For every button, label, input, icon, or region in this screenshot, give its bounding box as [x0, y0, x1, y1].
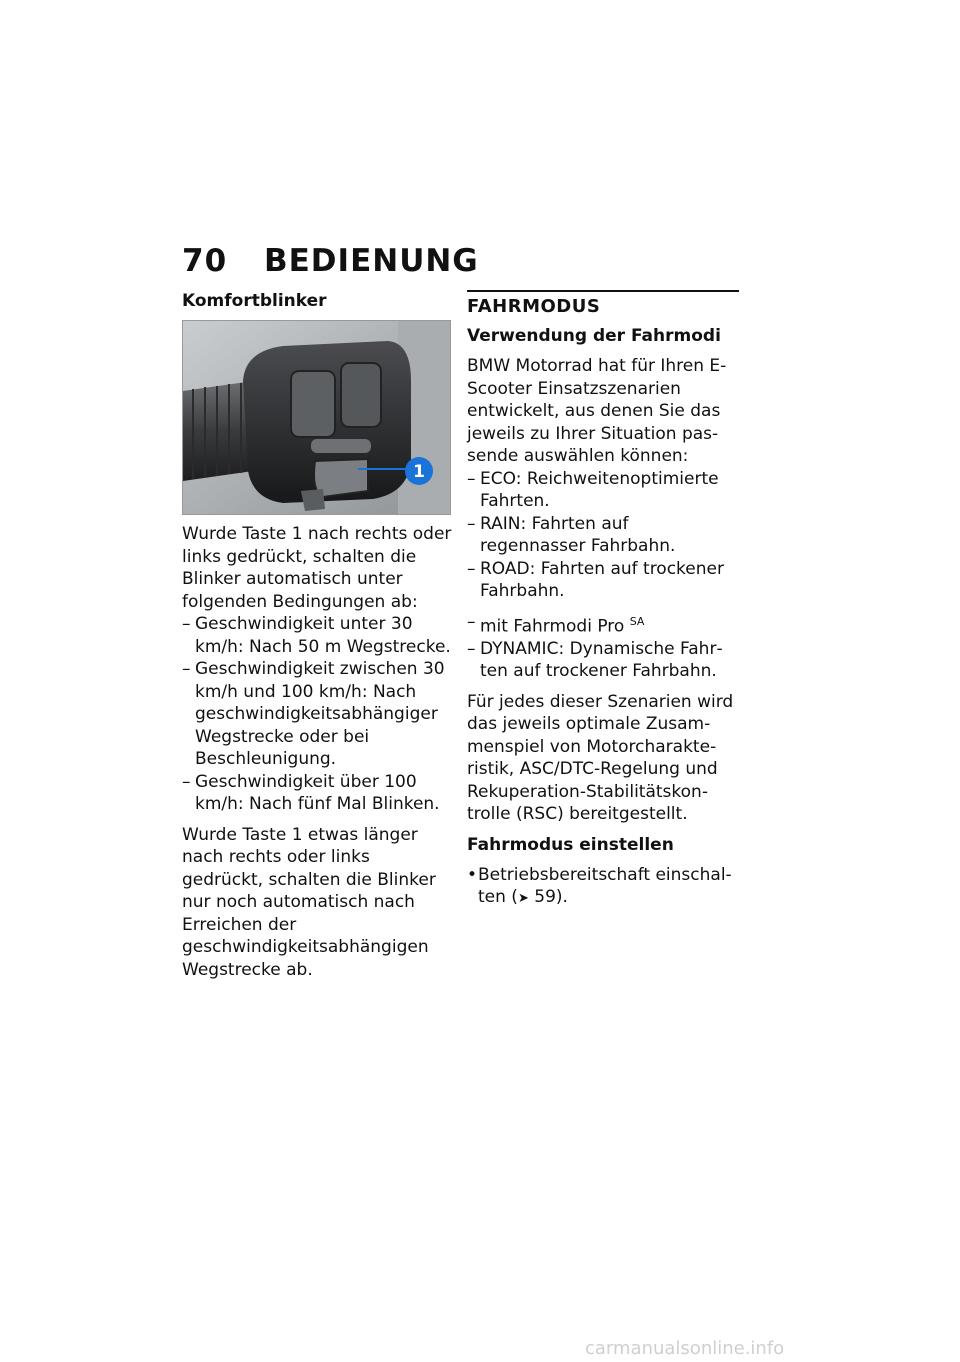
mode-item: – ROAD: Fahrten auf trockener Fahrbahn.	[467, 558, 739, 603]
right-column	[467, 290, 739, 911]
watermark: carmanualsonline.info	[585, 1338, 785, 1359]
steps-list	[467, 864, 739, 911]
callout-1: 1	[413, 462, 425, 482]
condition-item: – Geschwindigkeit unter 30 km/h: Nach 50 m Wegstrecke.	[182, 613, 452, 658]
step-text: Betriebsbereitschaft einschalten (	[478, 864, 732, 908]
left-column	[182, 290, 452, 981]
condition-item: – Geschwindigkeit über 100 km/h: Nach fünf Mal Blinken.	[182, 771, 452, 816]
mode-item: – DYNAMIC: Dynamische Fahrten auf trockener Fahrbahn.	[467, 638, 739, 683]
fahrmodi-explanation: Für jedes dieser Szenarien wird das jeweils optimale Zusammenspiel von Motorcharakteristik, ASC/DTC-Regelung und Rekuperation-Stabilitätskontrolle (RSC) bereitgestellt.	[467, 691, 734, 825]
handlebar-switch-illustration	[183, 321, 450, 514]
pro-label: mit Fahrmodi Pro	[480, 616, 625, 637]
section-rule	[467, 290, 739, 317]
fahrmodus-section-title: FAHRMODUS	[467, 296, 601, 317]
fahrmodi-heading: Verwendung der Fahrmodi	[467, 326, 721, 346]
komfortblinker-outro: Wurde Taste 1 etwas länger nach rechts oder links gedrückt, schalten die Blinker nur noch automatisch nach Erreichen der geschwindigkeitsabhängigen Wegstrecke ab.	[182, 824, 436, 980]
condition-item: – Geschwindigkeit zwischen 30 km/h und 100 km/h: Nach geschwindigkeitsabhängiger Wegstrecke oder bei Beschleunigung.	[182, 658, 452, 771]
pro-modes-list	[467, 611, 739, 683]
mode-item: – ECO: Reichweitenoptimierte Fahrten.	[467, 468, 739, 513]
page-ref[interactable]: 59	[534, 887, 556, 908]
page-ref-arrow-icon: ➤	[517, 891, 529, 907]
modes-list	[467, 468, 739, 603]
page-header	[182, 243, 479, 279]
step-item	[467, 864, 739, 911]
chapter-title: BEDIENUNG	[264, 243, 479, 279]
sa-superscript: SA	[629, 614, 645, 628]
fahrmodus-einstellen-heading: Fahrmodus einstellen	[467, 834, 674, 855]
komfortblinker-intro: Wurde Taste 1 nach rechts oder links gedrückt, schalten die Blinker automatisch unter folgenden Bedingungen ab:	[182, 524, 452, 612]
mode-item: – RAIN: Fahrten auf regennasser Fahrbahn.	[467, 513, 739, 558]
fahrmodi-intro: BMW Motorrad hat für Ihren E-Scooter Einsatzszenarien entwickelt, aus denen Sie das jeweils zu Ihrer Situation passende auswählen können:	[467, 356, 727, 466]
pro-label-item	[467, 611, 739, 638]
step-end: ).	[555, 887, 568, 908]
page-number: 70	[182, 243, 228, 279]
speed-conditions-list	[182, 613, 452, 816]
komfortblinker-heading: Komfortblinker	[182, 291, 327, 311]
handlebar-switch-photo	[182, 320, 451, 515]
